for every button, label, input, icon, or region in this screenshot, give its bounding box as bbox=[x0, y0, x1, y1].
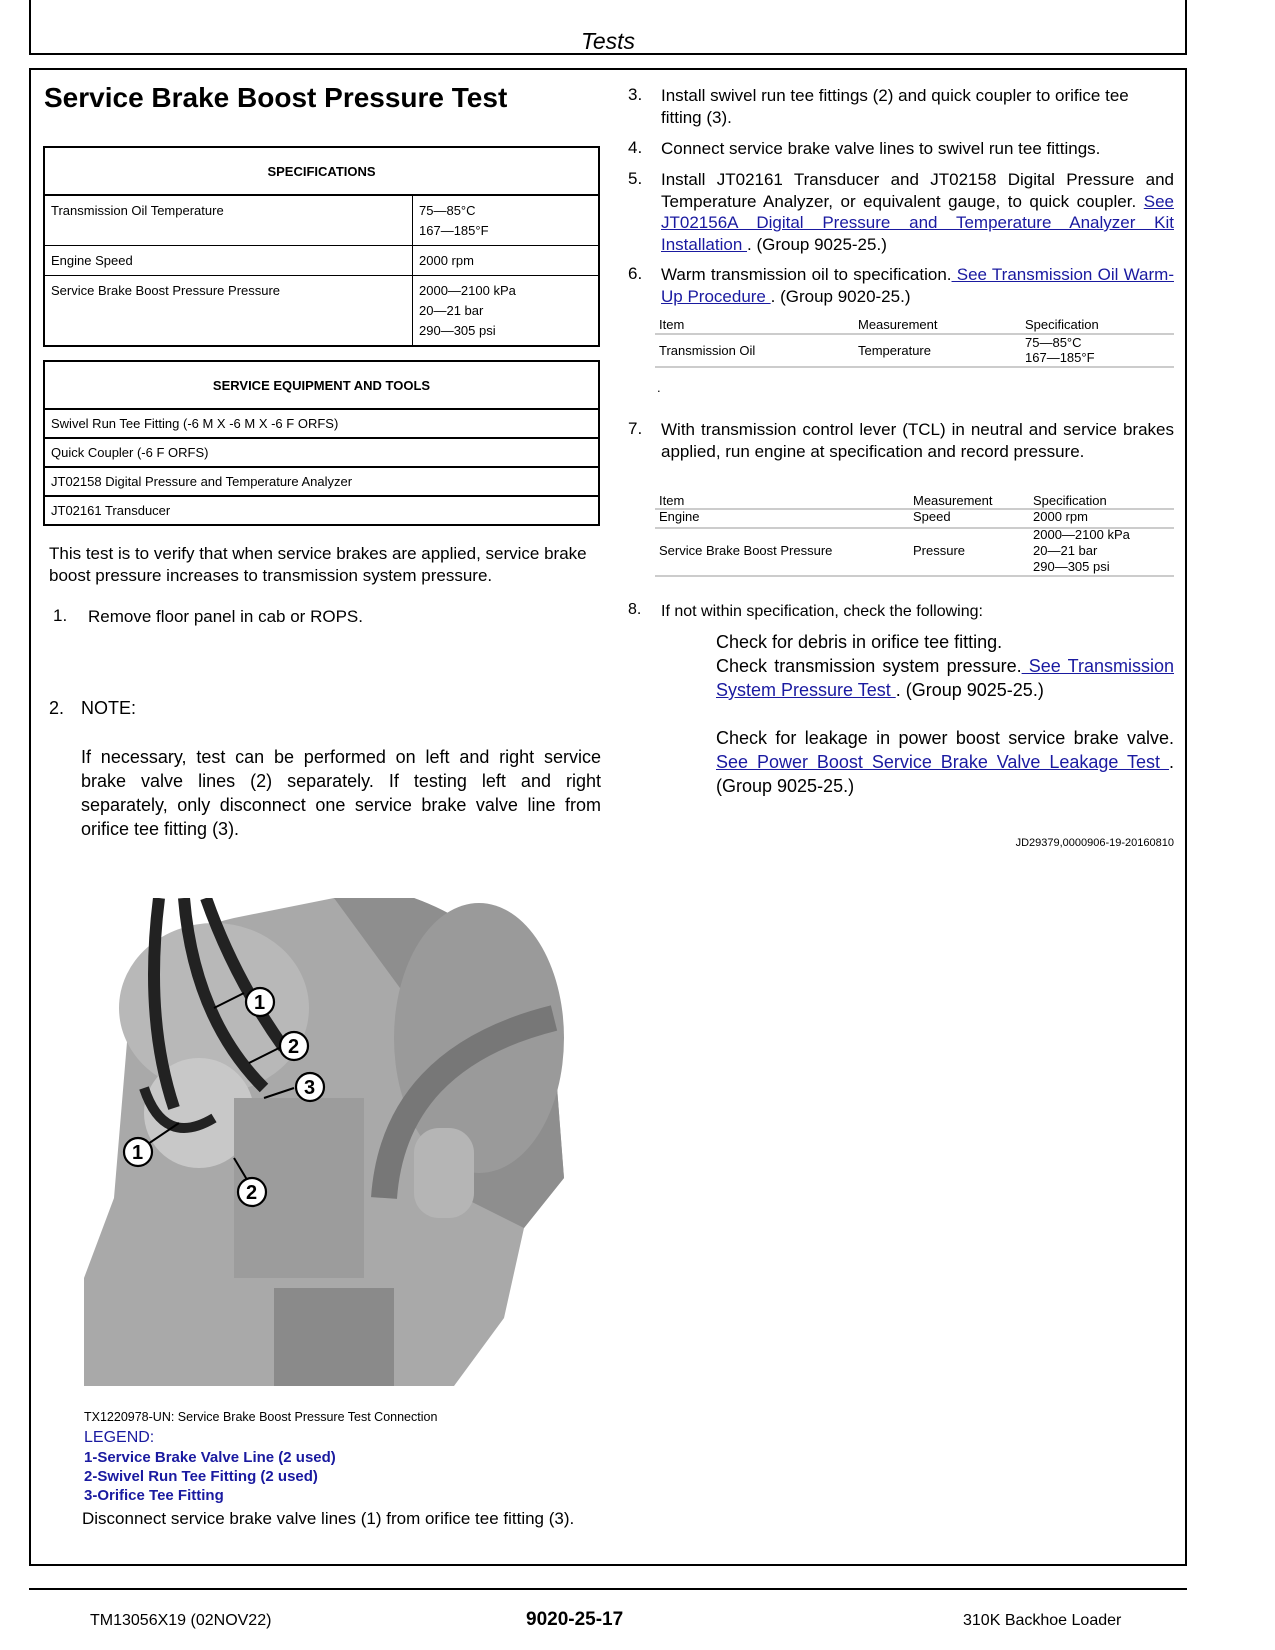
tool-item: JT02161 Transducer bbox=[44, 496, 599, 525]
table-row bbox=[44, 409, 599, 438]
check-text: Check transmission system pressure. bbox=[716, 656, 1022, 676]
link-system-pressure-test[interactable]: See Transmission System Pressure Test bbox=[716, 656, 1175, 700]
footer-rule bbox=[29, 1588, 1187, 1590]
legend-item: 3-Orifice Tee Fitting bbox=[84, 1487, 224, 1504]
spec-value-line: 75—85°C bbox=[419, 203, 476, 218]
intro-text: This test is to verify that when service brakes are applied, service brake boost pressure increases to transmission system pressure. bbox=[49, 544, 587, 585]
tool-item: JT02158 Digital Pressure and Temperature Analyzer bbox=[44, 467, 599, 496]
step-number: 7. bbox=[628, 419, 643, 438]
callout-label: 1 bbox=[254, 992, 266, 1014]
table-row bbox=[44, 496, 599, 525]
table-cell: 290—305 psi bbox=[1033, 559, 1110, 574]
table-row bbox=[44, 195, 599, 246]
header-title: Tests bbox=[580, 28, 636, 54]
engine-transmission-figure bbox=[84, 898, 572, 1386]
spec-value bbox=[413, 195, 600, 246]
table-cell: 20—21 bar bbox=[1033, 543, 1098, 558]
table-cell: Pressure bbox=[913, 543, 966, 558]
check-after: . (Group 9025-25.) bbox=[716, 752, 1174, 796]
col-header: Measurement bbox=[913, 493, 993, 508]
check-after: . (Group 9025-25.) bbox=[895, 680, 1044, 700]
spec-value-line: 2000 rpm bbox=[419, 253, 474, 268]
spec-item: Engine Speed bbox=[44, 246, 413, 276]
callout-label: 1 bbox=[132, 1142, 144, 1164]
note-label: NOTE: bbox=[81, 698, 137, 718]
step-text-after: . (Group 9025-25.) bbox=[747, 234, 887, 254]
spec-value-line: 167—185°F bbox=[419, 223, 489, 238]
table-row bbox=[44, 246, 599, 276]
step-number: 5. bbox=[628, 169, 643, 188]
callout-label: 2 bbox=[246, 1182, 258, 1204]
check-item bbox=[716, 654, 1174, 702]
legend-item: 2-Swivel Run Tee Fitting (2 used) bbox=[84, 1468, 318, 1485]
step-number: 6. bbox=[628, 264, 643, 283]
step-text: With transmission control lever (TCL) in neutral and service brakes applied, run engine at specification and record pressure. bbox=[661, 420, 1174, 461]
step-text-after: . (Group 9020-25.) bbox=[770, 286, 911, 306]
table-row bbox=[44, 276, 599, 347]
table-cell: Transmission Oil bbox=[659, 343, 756, 358]
legend-item: 1-Service Brake Valve Line (2 used) bbox=[84, 1449, 336, 1466]
step-text bbox=[661, 169, 1174, 255]
page-title: Service Brake Boost Pressure Test bbox=[44, 82, 508, 113]
table-cell: Speed bbox=[913, 509, 951, 524]
tools-heading: SERVICE EQUIPMENT AND TOOLS bbox=[44, 361, 599, 409]
col-header: Measurement bbox=[858, 317, 938, 332]
table-cell: Temperature bbox=[858, 343, 931, 358]
footer-manual-id: TM13056X19 (02NOV22) bbox=[90, 1612, 272, 1629]
callout-label: 2 bbox=[288, 1036, 300, 1058]
check-item bbox=[716, 726, 1174, 798]
tools-table bbox=[43, 360, 600, 526]
tool-item: Swivel Run Tee Fitting (-6 M X -6 M X -6 F ORFS) bbox=[44, 409, 599, 438]
figure-caption: TX1220978-UN: Service Brake Boost Pressure Test Connection bbox=[84, 1410, 438, 1424]
spec-value-line: 20—21 bar bbox=[419, 303, 484, 318]
footer-model: 310K Backhoe Loader bbox=[963, 1612, 1122, 1629]
table-row bbox=[44, 467, 599, 496]
step-text: Install swivel run tee fittings (2) and quick coupler to orifice tee fitting (3). bbox=[661, 86, 1129, 127]
check-item: Check for debris in orifice tee fitting. bbox=[716, 632, 1003, 652]
link-leakage-test[interactable]: See Power Boost Service Brake Valve Leakage Test bbox=[716, 752, 1169, 772]
page-number: 9020-25-17 bbox=[526, 1609, 624, 1630]
step-number: 2. bbox=[49, 698, 65, 718]
specifications-table bbox=[43, 146, 600, 347]
document-id: JD29379,0000906-19-20160810 bbox=[1015, 837, 1174, 849]
stray-dot: . bbox=[657, 380, 661, 395]
table-row bbox=[44, 438, 599, 467]
specifications-heading: SPECIFICATIONS bbox=[44, 147, 599, 195]
col-header: Specification bbox=[1025, 317, 1099, 332]
step-text: Connect service brake valve lines to swivel run tee fittings. bbox=[661, 139, 1101, 158]
table-cell: 75—85°C bbox=[1025, 335, 1082, 350]
step-text-main: Warm transmission oil to specification. bbox=[661, 265, 952, 284]
table-cell: Engine bbox=[659, 509, 700, 524]
step-number: 8. bbox=[628, 601, 642, 618]
disconnect-instruction: Disconnect service brake valve lines (1) from orifice tee fitting (3). bbox=[82, 1509, 575, 1528]
step-number: 1. bbox=[53, 606, 68, 625]
measurement-table-pressure bbox=[655, 493, 1174, 577]
check-text: Check for leakage in power boost service brake valve. bbox=[716, 728, 1174, 748]
spec-item: Service Brake Boost Pressure Pressure bbox=[44, 276, 413, 347]
spec-value-line: 290—305 psi bbox=[419, 323, 496, 338]
step-text: If not within specification, check the following: bbox=[661, 603, 983, 620]
spec-value bbox=[413, 276, 600, 347]
col-header: Item bbox=[659, 493, 685, 508]
tool-item: Quick Coupler (-6 F ORFS) bbox=[44, 438, 599, 467]
step-text bbox=[661, 264, 1174, 307]
step-number: 3. bbox=[628, 85, 643, 104]
link-analyzer-kit[interactable]: See JT02156A Digital Pressure and Temperature Analyzer Kit Installation bbox=[661, 191, 1174, 254]
table-cell: 2000—2100 kPa bbox=[1033, 527, 1130, 542]
legend-title: LEGEND: bbox=[84, 1429, 155, 1446]
table-cell: 2000 rpm bbox=[1033, 509, 1088, 524]
table-cell: 167—185°F bbox=[1025, 350, 1095, 365]
link-oil-warmup[interactable]: See Transmission Oil Warm-Up Procedure bbox=[661, 265, 1174, 306]
note-text: If necessary, test can be performed on left and right service brake valve lines (2) separately. If testing left and right separately, only disconnect one service brake valve line from orifice tee fitting (3). bbox=[81, 747, 601, 839]
step-number: 4. bbox=[628, 138, 643, 157]
col-header: Specification bbox=[1033, 493, 1107, 508]
step-text-main: Install JT02161 Transducer and JT02158 Digital Pressure and Temperature Analyzer, or equivalent gauge, to quick coupler. bbox=[661, 170, 1174, 211]
spec-value bbox=[413, 246, 600, 276]
spec-item: Transmission Oil Temperature bbox=[44, 195, 413, 246]
table-cell: Service Brake Boost Pressure bbox=[659, 543, 833, 558]
spec-value-line: 2000—2100 kPa bbox=[419, 283, 516, 298]
step-text: Remove floor panel in cab or ROPS. bbox=[88, 607, 363, 626]
callout-label: 3 bbox=[304, 1077, 316, 1099]
measurement-table-oil bbox=[655, 316, 1174, 368]
col-header: Item bbox=[659, 317, 685, 332]
